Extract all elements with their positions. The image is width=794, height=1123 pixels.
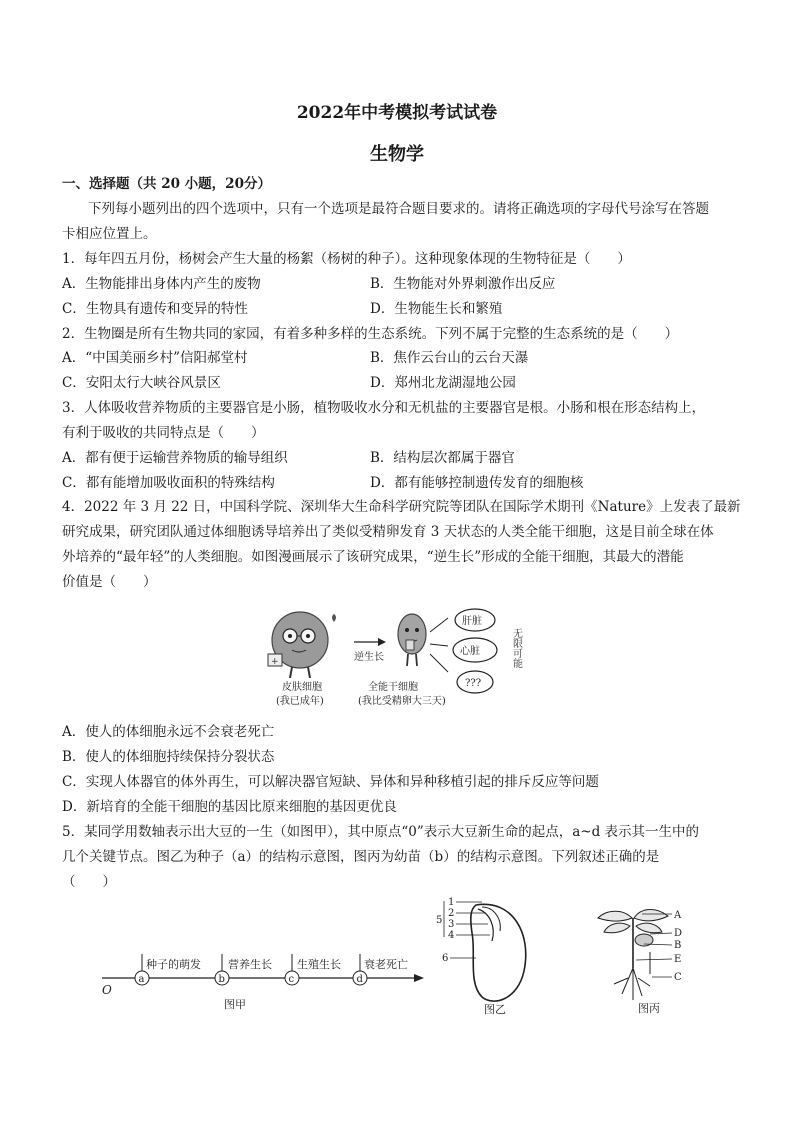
figure-bing-seedling: [592, 904, 702, 1019]
figure-jia-number-line: [98, 930, 428, 1020]
stem-cell-character: [398, 614, 426, 666]
q4-stem-line-4: 价值是（ ）: [62, 574, 157, 590]
stage-senescence: 衰老死亡: [364, 958, 408, 971]
svg-text:c: c: [288, 974, 295, 985]
stem-cell-subcaption: (我比受精卵大三天): [358, 696, 446, 707]
bubble-unknown-label: ???: [465, 678, 482, 689]
skin-cell-subcaption: (我已成年): [276, 696, 324, 707]
q2-option-b: B．焦作云台山的云台天瀑: [370, 350, 529, 366]
q2-option-d: D．郑州北龙湖湿地公园: [370, 375, 516, 391]
svg-text:+: +: [271, 657, 279, 667]
stem-cell-caption: 全能干细胞: [368, 682, 418, 693]
q3-option-b: B．结构层次都属于器官: [370, 450, 515, 466]
q4-option-d: D．新培育的全能干细胞的基因比原来细胞的基因更优良: [62, 799, 397, 815]
stage-vegetative: 营养生长: [228, 958, 272, 971]
skin-cell-caption: 皮肤细胞: [282, 682, 322, 693]
q1-stem: 1．每年四五月份，杨树会产生大量的杨絮（杨树的种子）。这种现象体现的生物特征是（ ）: [62, 251, 631, 267]
seedling-label-d: D: [674, 928, 683, 939]
q2-option-a: A．“中国美丽乡村”信阳郝堂村: [62, 350, 248, 366]
q5-stem-line-2: 几个关键节点。图乙为种子（a）的结构示意图，图丙为幼苗（b）的结构示意图。下列叙述正确的是: [62, 849, 660, 865]
q5-stem-line-1: 5．某同学用数轴表示出大豆的一生（如图甲），其中原点“0”表示大豆新生命的起点，a~d 表示其一生中的: [62, 824, 700, 840]
figure-yi-caption: 图乙: [484, 1003, 506, 1016]
q1-option-d: D．生物能生长和繁殖: [370, 301, 503, 317]
q3-stem-line-2: 有利于吸收的共同特点是（ ）: [62, 425, 265, 441]
q4-cartoon-figure: [262, 604, 534, 716]
q1-option-c: C．生物具有遗传和变异的特性: [62, 301, 248, 317]
q3-option-d: D．都有能够控制遗传发育的细胞核: [370, 475, 584, 491]
bubble-liver-label: 肝脏: [462, 616, 482, 627]
origin-label: O: [102, 983, 112, 997]
instructions-line-2: 卡相应位置上。: [62, 226, 157, 242]
instructions-line-1: 下列每小题列出的四个选项中，只有一个选项是最符合题目要求的。请将正确选项的字母代号涂写在答题: [88, 201, 709, 217]
node-a: [135, 971, 149, 985]
subject-title: 生物学: [370, 144, 424, 165]
skin-cell-character: [268, 612, 336, 678]
q1-option-a: A．生物能排出身体内产生的废物: [62, 276, 261, 292]
seed-label-2: 2: [448, 908, 455, 919]
q5-stem-line-3: （ ）: [62, 874, 116, 890]
stage-germination: 种子的萌发: [146, 958, 201, 971]
seed-label-3: 3: [448, 919, 455, 930]
node-d: [353, 971, 367, 985]
seed-label-1: 1: [448, 897, 455, 908]
seedling-roots: [614, 968, 650, 1000]
seed-label-4: 4: [448, 930, 455, 941]
reverse-growth-arrow: [354, 638, 386, 663]
q4-stem-line-2: 研究成果，研究团队通过体细胞诱导培养出了类似受精卵发育 3 天状态的人类全能干细胞，这是目前全球在体: [62, 524, 714, 540]
seedling-label-b: B: [674, 940, 682, 951]
seed-label-6: 6: [442, 953, 449, 964]
node-c: [285, 971, 299, 985]
seedling-label-e: E: [674, 954, 682, 965]
stage-reproductive: 生殖生长: [297, 958, 341, 971]
q4-stem-line-1: 4．2022 年 3 月 22 日，中国科学院、深圳华大生命科学研究院等团队在国际学术期刊《Nature》上发表了最新: [62, 499, 741, 515]
seedling-label-a: A: [674, 910, 682, 921]
svg-text:a: a: [138, 974, 145, 985]
q3-option-a: A．都有便于运输营养物质的输导组织: [62, 450, 288, 466]
section-heading: 一、选择题（共 20 小题，20分）: [62, 176, 271, 192]
arrow-label: 逆生长: [354, 652, 384, 663]
q4-option-c: C．实现人体器官的体外再生，可以解决器官短缺、异体和异种移植引起的排斥反应等问题: [62, 774, 599, 790]
side-text-infinite-possibility: 无限可能: [510, 628, 522, 668]
q4-stem-line-3: 外培养的“最年轻”的人类细胞。如图漫画展示了该研究成果，“逆生长”形成的全能干细胞，其最大的潜能: [62, 549, 684, 565]
svg-text:d: d: [356, 974, 363, 985]
svg-text:b: b: [218, 974, 225, 985]
q3-stem-line-1: 3．人体吸收营养物质的主要器官是小肠，植物吸收水分和无机盐的主要器官是根。小肠和根在形态结构上，: [62, 400, 706, 416]
q3-option-c: C．都有能增加吸收面积的特殊结构: [62, 475, 275, 491]
figure-bing-caption: 图丙: [638, 1002, 660, 1015]
q4-option-b: B．使人的体细胞持续保持分裂状态: [62, 749, 275, 765]
bubble-heart-label: 心脏: [460, 646, 480, 657]
figure-jia-caption: 图甲: [224, 998, 246, 1011]
figure-yi-seed: [432, 893, 552, 1018]
q2-stem: 2．生物圈是所有生物共同的家园，有着多种多样的生态系统。下列不属于完整的生态系统的是（ ）: [62, 326, 679, 342]
node-b: [215, 971, 229, 985]
q1-option-b: B．生物能对外界刺激作出反应: [370, 276, 556, 292]
seedling-label-c: C: [674, 972, 682, 983]
q4-option-a: A．使人的体细胞永远不会衰老死亡: [62, 724, 275, 740]
exam-title: 2022年中考模拟考试试卷: [296, 103, 498, 123]
q2-option-c: C．安阳太行大峡谷风景区: [62, 375, 221, 391]
seed-label-5: 5: [436, 915, 443, 926]
